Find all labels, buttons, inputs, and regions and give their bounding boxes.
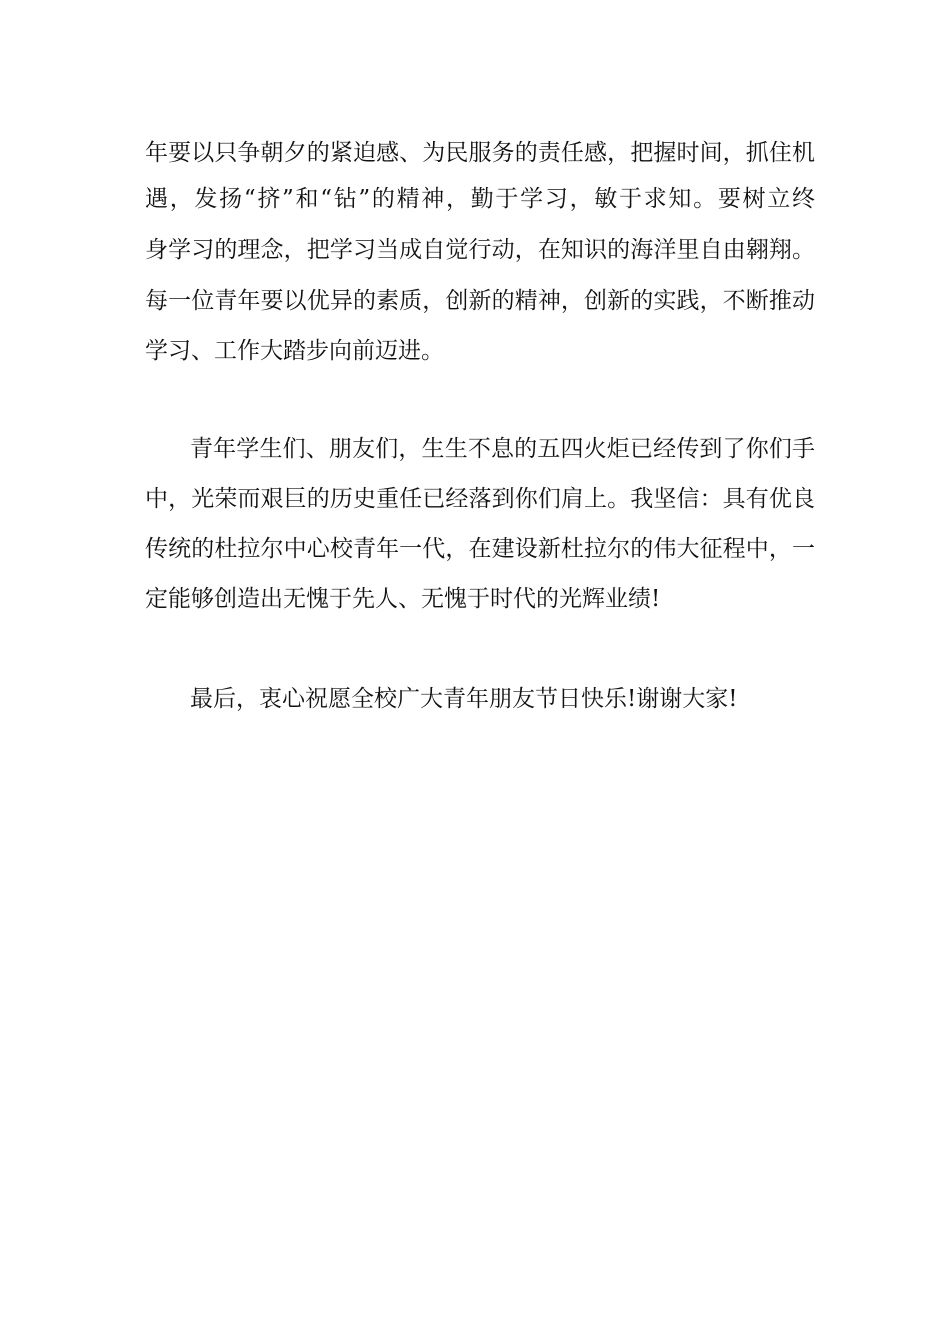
paragraph-1-line-1: 年要以只争朝夕的紧迫感、为民服务的责任感，把握时间，抓住机 <box>145 140 815 166</box>
paragraph-1-line-2: 遇，发扬“挤”和“钻”的精神，勤于学习，敏于求知。要树立终 <box>145 186 815 212</box>
paragraph-2-line-3: 传统的杜拉尔中心校青年一代，在建设新杜拉尔的伟大征程中，一 <box>145 536 815 562</box>
paragraph-1-line-3: 身学习的理念，把学习当成自觉行动，在知识的海洋里自由翱翔。 <box>145 237 815 263</box>
paragraph-3-line-1: 最后，衷心祝愿全校广大青年朋友节日快乐!谢谢大家! <box>190 686 738 712</box>
paragraph-2-line-1: 青年学生们、朋友们，生生不息的五四火炬已经传到了你们手 <box>190 436 815 462</box>
paragraph-1-line-5: 学习、工作大踏步向前迈进。 <box>145 338 444 364</box>
paragraph-2-line-4: 定能够创造出无愧于先人、无愧于时代的光辉业绩! <box>145 586 661 612</box>
paragraph-2-line-2: 中，光荣而艰巨的历史重任已经落到你们肩上。我坚信：具有优良 <box>145 486 815 512</box>
paragraph-1-line-4: 每一位青年要以优异的素质，创新的精神，创新的实践，不断推动 <box>145 288 815 314</box>
